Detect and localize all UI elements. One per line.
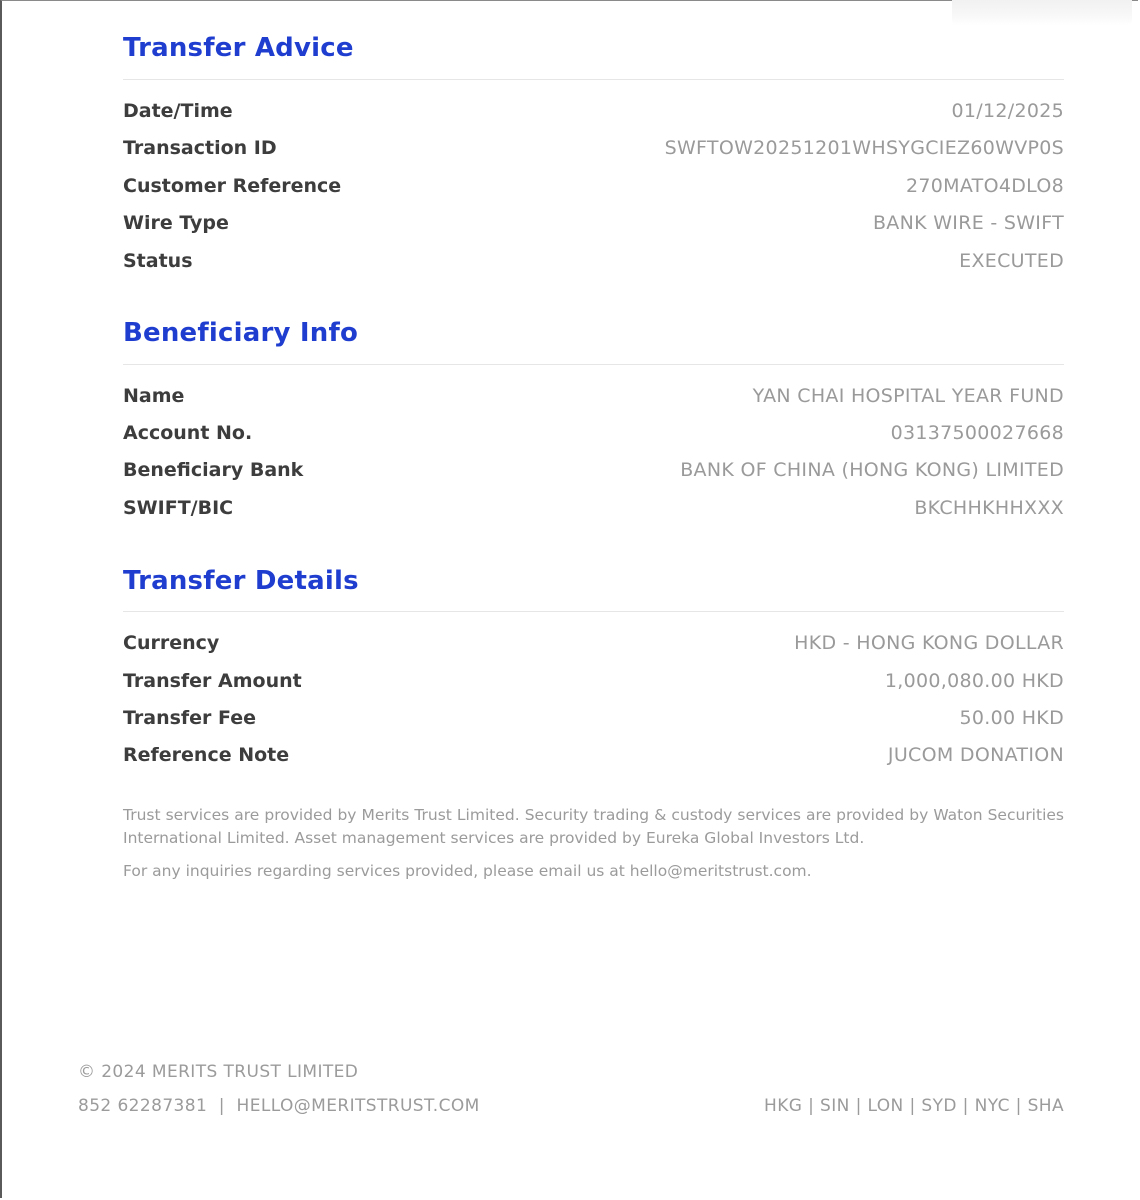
section-title-transfer-advice: Transfer Advice [123,33,354,63]
row-value: 1,000,080.00 HKD [884,670,1064,692]
detail-row-status [123,247,1064,275]
row-label: Reference Note [123,744,290,766]
detail-row-reference-note [123,741,1064,769]
row-value: BANK OF CHINA (HONG KONG) LIMITED [680,459,1064,481]
row-value: 270MATO4DLO8 [905,175,1064,197]
row-label: Account No. [123,422,253,444]
footer-contact-row [78,1096,1064,1116]
row-value: SWFTOW20251201WHSYGCIEZ60WVP0S [664,137,1064,159]
row-label: Date/Time [123,100,233,122]
footer-offices: HKG | SIN | LON | SYD | NYC | SHA [764,1096,1064,1116]
row-value: 50.00 HKD [959,707,1064,729]
row-label: Transfer Amount [123,670,302,692]
row-value: EXECUTED [959,250,1064,272]
row-label: Wire Type [123,212,229,234]
detail-row-currency [123,629,1064,657]
row-value: 03137500027668 [890,422,1064,444]
detail-row-beneficiary-bank [123,456,1064,484]
inquiry-text: For any inquiries regarding services provided, please email us at hello@meritstrust.com. [123,862,812,880]
row-label: SWIFT/BIC [123,497,234,519]
section-divider [123,79,1064,80]
section-divider [123,364,1064,365]
row-label: Currency [123,632,220,654]
detail-row-transfer-fee [123,704,1064,732]
row-label: Beneficiary Bank [123,459,304,481]
row-value: JUCOM DONATION [887,744,1064,766]
detail-row-date-time [123,97,1064,125]
footer-contact: 852 62287381 | HELLO@MERITSTRUST.COM [78,1096,480,1116]
detail-row-name [123,382,1064,410]
footer-copyright: © 2024 MERITS TRUST LIMITED [78,1062,359,1082]
detail-row-account-no [123,419,1064,447]
section-title-beneficiary-info: Beneficiary Info [123,318,359,348]
row-label: Customer Reference [123,175,342,197]
detail-row-transfer-amount [123,667,1064,695]
row-value: HKD - HONG KONG DOLLAR [794,632,1064,654]
row-value: BANK WIRE - SWIFT [872,212,1064,234]
row-label: Status [123,250,193,272]
row-label: Transfer Fee [123,707,257,729]
detail-row-transaction-id [123,134,1064,162]
detail-row-swift-bic [123,494,1064,522]
corner-artifact [952,0,1132,26]
section-divider [123,611,1064,612]
row-value: YAN CHAI HOSPITAL YEAR FUND [752,385,1064,407]
row-value: 01/12/2025 [951,100,1064,122]
disclaimer-text: Trust services are provided by Merits Trust Limited. Security trading & custody services are provided by Waton Securities International Limited. Asset management services are provided by Eureka Global Investors Ltd. [123,806,1064,847]
row-label: Name [123,385,185,407]
section-title-transfer-details: Transfer Details [123,566,359,596]
detail-row-customer-reference [123,172,1064,200]
detail-row-wire-type [123,209,1064,237]
row-label: Transaction ID [123,137,277,159]
row-value: BKCHHKHHXXX [914,497,1064,519]
